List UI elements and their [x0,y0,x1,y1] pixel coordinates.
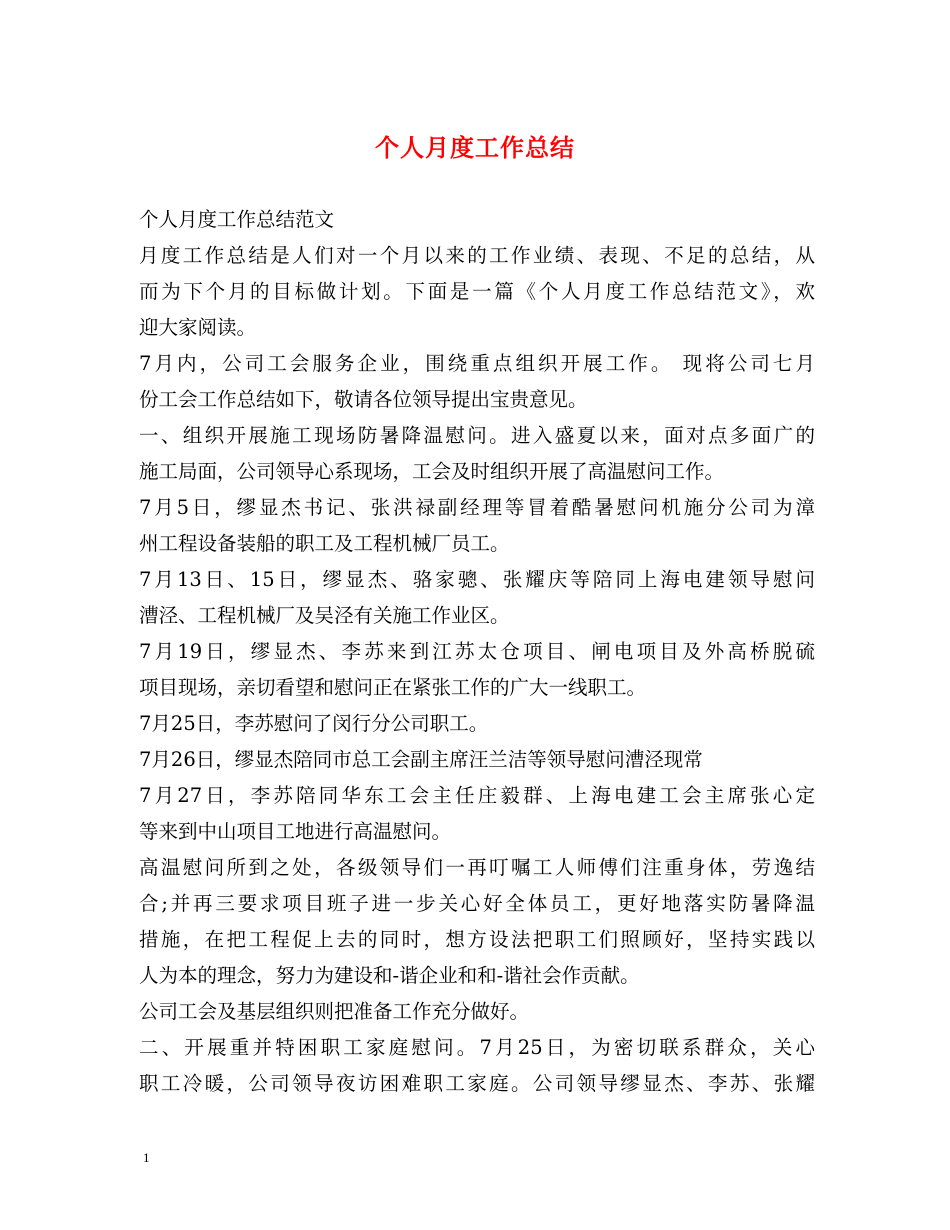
paragraph-line: 7月19日，缪显杰、李苏来到江苏太仓项目、闸电项目及外高桥脱硫 [139,640,815,663]
paragraph-line: 人为本的理念，努力为建设和-谐企业和和-谐社会作贡献。 [139,964,640,987]
paragraph-line: 7月27日，李苏陪同华东工会主任庄毅群、上海电建工会主席张心定 [139,784,815,807]
paragraph-line: 职工冷暖，公司领导夜访困难职工家庭。公司领导缪显杰、李苏、张耀 [139,1072,815,1095]
paragraph-line: 份工会工作总结如下，敬请各位领导提出宝贵意见。 [139,388,588,411]
paragraph-line: 7月内，公司工会服务企业，围绕重点组织开展工作。 现将公司七月 [139,352,815,375]
paragraph-line: 个人月度工作总结范文 [139,208,335,231]
paragraph-line: 漕泾、工程机械厂及吴泾有关施工作业区。 [139,604,510,627]
paragraph-line: 一、组织开展施工现场防暑降温慰问。进入盛夏以来，面对点多面广的 [139,424,815,447]
page-number: 1 [143,1150,150,1165]
document-body [139,202,815,1102]
paragraph-line: 7月26日，缪显杰陪同市总工会副主席汪兰洁等领导慰问漕泾现常 [139,748,703,771]
paragraph-line: 7月5日，缪显杰书记、张洪禄副经理等冒着酷暑慰问机施分公司为漳 [139,496,815,519]
paragraph-line: 施工局面，公司领导心系现场，工会及时组织开展了高温慰问工作。 [139,460,725,483]
paragraph-line: 措施，在把工程促上去的同时，想方设法把职工们照顾好，坚持实践以 [139,928,815,951]
paragraph-line: 州工程设备装船的职工及工程机械厂员工。 [139,532,510,555]
paragraph-line: 高温慰问所到之处，各级领导们一再叮嘱工人师傅们注重身体，劳逸结 [139,856,815,879]
paragraph-line: 公司工会及基层组织则把准备工作充分做好。 [139,1000,530,1023]
paragraph-line: 7月25日，李苏慰问了闵行分公司职工。 [139,712,489,735]
document-title: 个人月度工作总结 [375,133,575,162]
paragraph-line: 等来到中山项目工地进行高温慰问。 [139,820,452,843]
paragraph-line: 合;并再三要求项目班子进一步关心好全体员工，更好地落实防暑降温 [139,892,815,915]
paragraph-line: 迎大家阅读。 [139,316,257,339]
paragraph-line: 二、开展重并特困职工家庭慰问。7月25日，为密切联系群众，关心 [139,1036,815,1059]
paragraph-line: 项目现场，亲切看望和慰问正在紧张工作的广大一线职工。 [139,676,647,699]
paragraph-line: 月度工作总结是人们对一个月以来的工作业绩、表现、不足的总结，从 [139,244,815,267]
paragraph-line: 7月13日、15日，缪显杰、骆家骢、张耀庆等陪同上海电建领导慰问 [139,568,815,591]
paragraph-line: 而为下个月的目标做计划。下面是一篇《个人月度工作总结范文》，欢 [139,280,815,303]
